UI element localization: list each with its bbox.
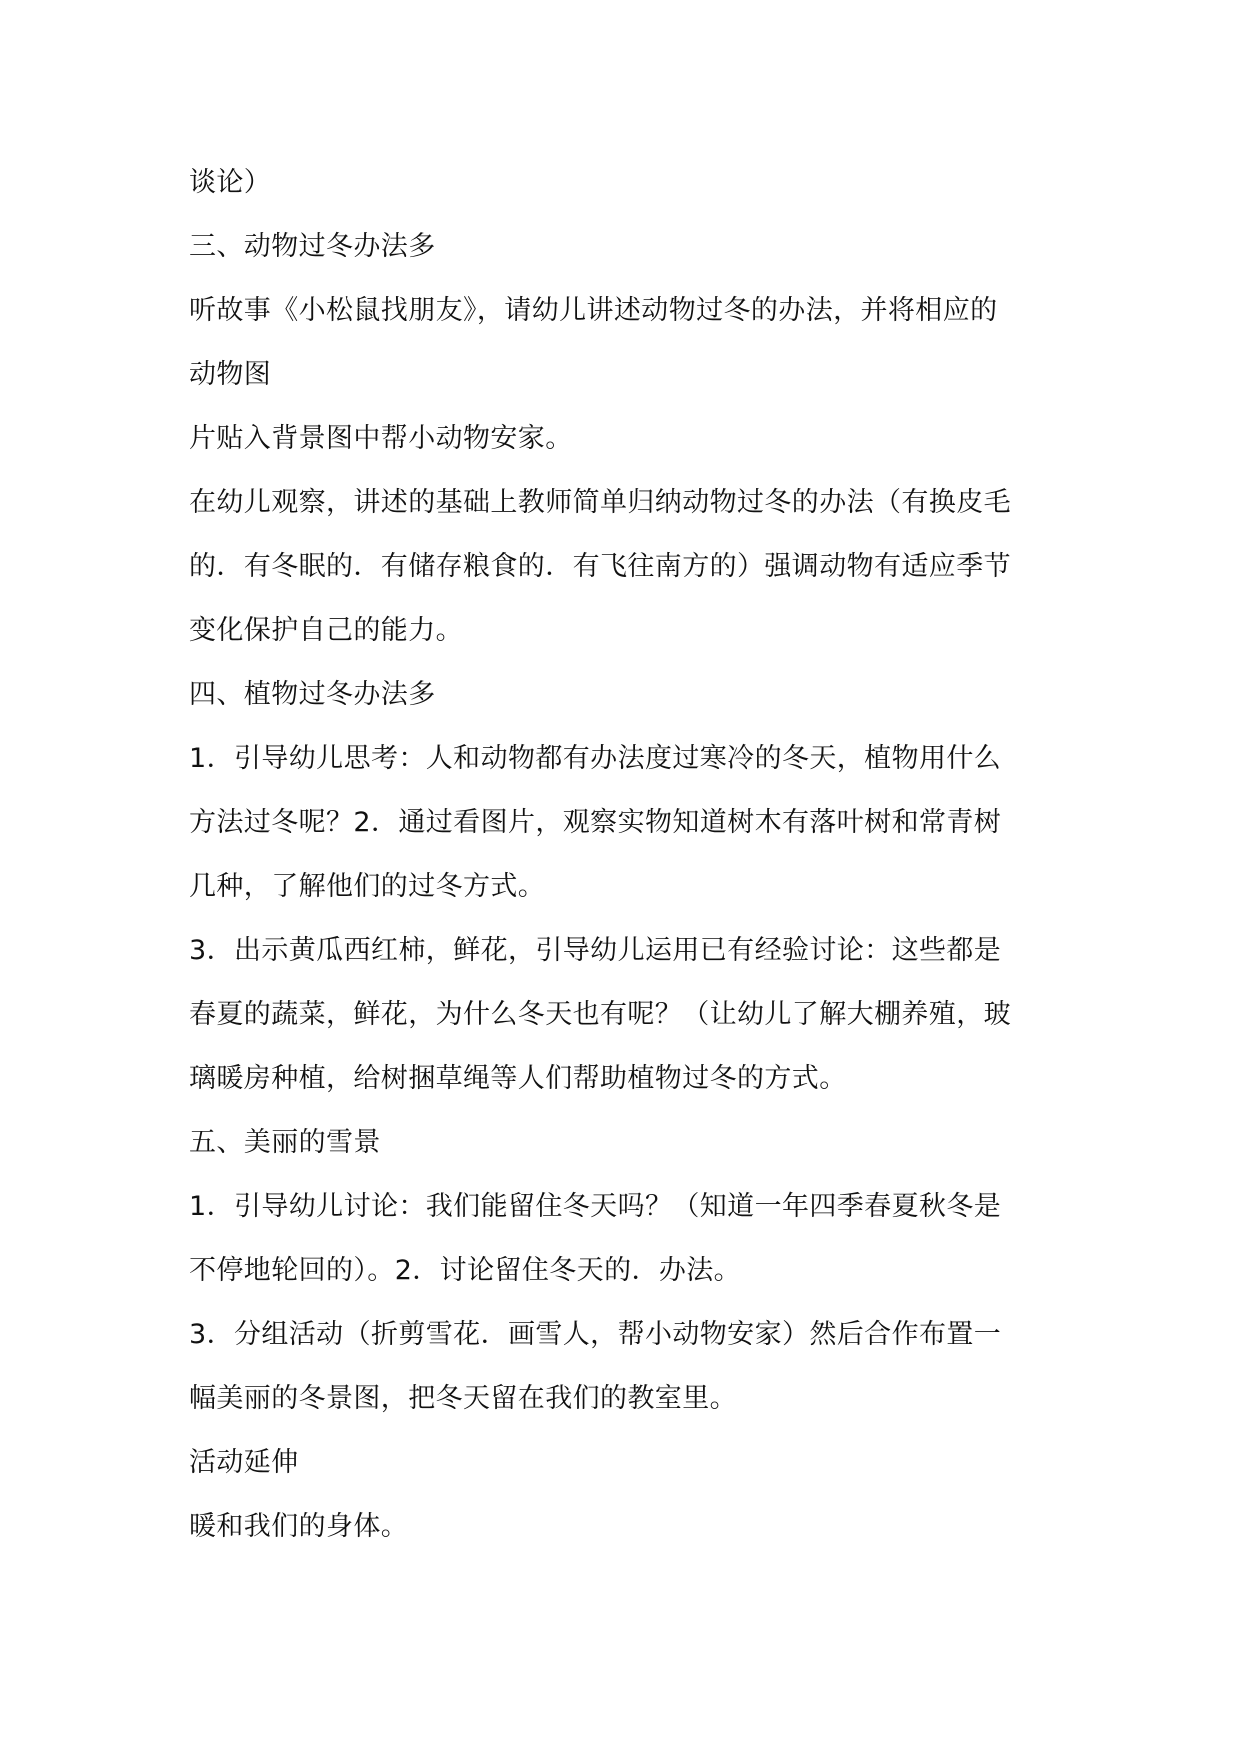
text-line-11: 方法过冬呢？2．通过看图片，观察实物知道树木有落叶树和常青树 <box>189 807 1002 838</box>
text-line-18: 不停地轮回的）。2．讨论留住冬天的．办法。 <box>189 1255 742 1286</box>
text-line-1: 谈论） <box>189 167 272 198</box>
section-heading-4: 四、植物过冬办法多 <box>189 679 436 710</box>
text-line-5: 片贴入背景图中帮小动物安家。 <box>189 423 573 454</box>
text-line-12: 几种，了解他们的过冬方式。 <box>189 871 546 902</box>
text-line-8: 变化保护自己的能力。 <box>189 615 463 646</box>
text-line-20: 幅美丽的冬景图，把冬天留在我们的教室里。 <box>189 1383 737 1414</box>
section-heading-5: 五、美丽的雪景 <box>189 1127 381 1158</box>
text-line-22: 暖和我们的身体。 <box>189 1511 409 1542</box>
section-heading-3: 三、动物过冬办法多 <box>189 231 436 262</box>
text-line-7: 的．有冬眠的．有储存粮食的．有飞往南方的）强调动物有适应季节 <box>189 551 1011 582</box>
text-line-19: 3．分组活动（折剪雪花．画雪人，帮小动物安家）然后合作布置一 <box>189 1319 1002 1350</box>
text-line-3: 听故事《小松鼠找朋友》，请幼儿讲述动物过冬的办法，并将相应的 <box>189 295 998 326</box>
text-line-15: 璃暖房种植，给树捆草绳等人们帮助植物过冬的方式。 <box>189 1063 847 1094</box>
text-line-17: 1．引导幼儿讨论：我们能留住冬天吗？（知道一年四季春夏秋冬是 <box>189 1191 1002 1222</box>
section-heading-extension: 活动延伸 <box>189 1447 299 1478</box>
text-line-13: 3．出示黄瓜西红柿，鲜花，引导幼儿运用已有经验讨论：这些都是 <box>189 935 1002 966</box>
text-line-4: 动物图 <box>189 359 272 390</box>
text-line-14: 春夏的蔬菜，鲜花，为什么冬天也有呢？（让幼儿了解大棚养殖，玻 <box>189 999 1011 1030</box>
text-line-10: 1．引导幼儿思考：人和动物都有办法度过寒冷的冬天，植物用什么 <box>189 743 1002 774</box>
text-line-6: 在幼儿观察，讲述的基础上教师简单归纳动物过冬的办法（有换皮毛 <box>189 487 1011 518</box>
